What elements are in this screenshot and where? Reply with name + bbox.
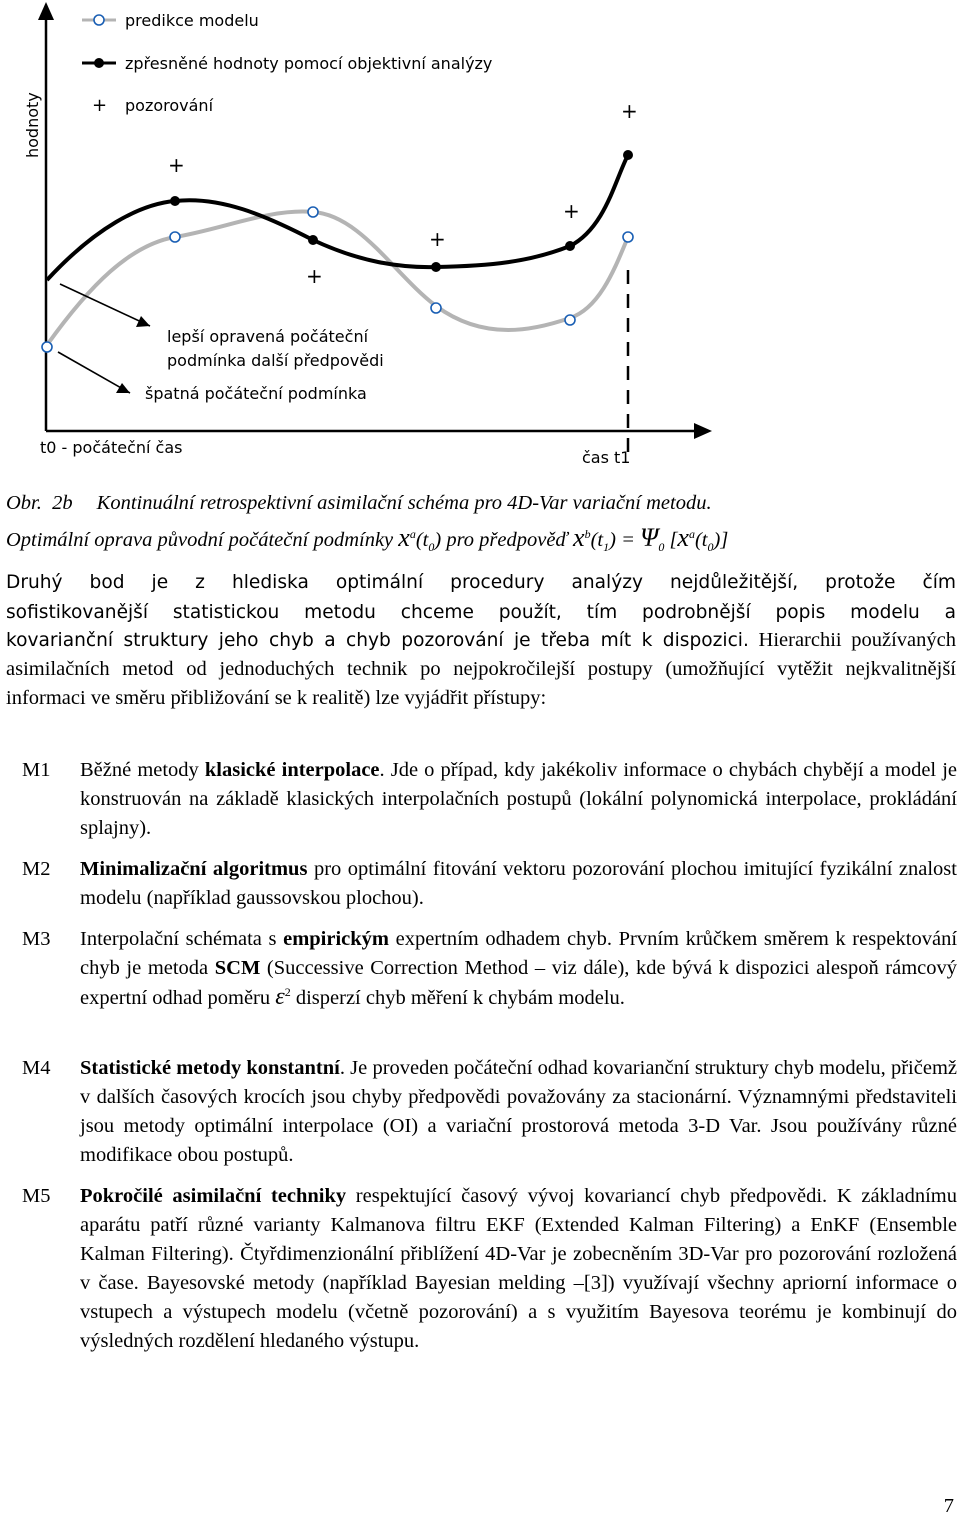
assimilation-diagram [0, 0, 720, 475]
better-condition-label-2: podmínka další předpovědi [167, 351, 384, 370]
figure-caption-line-1 [6, 488, 956, 518]
better-condition-label-1: lepší opravená počáteční [167, 327, 369, 346]
method-text-pre: Interpolační schémata s [80, 928, 284, 950]
model-marker [623, 232, 633, 242]
body-paragraph-continued [6, 626, 956, 713]
caption-sub-0-2: 0 [707, 540, 714, 555]
refined-marker [170, 196, 180, 206]
bad-condition-label: špatná počáteční podmínka [145, 384, 367, 403]
body-paragraph-sans [6, 568, 956, 627]
method-item-m5 [22, 1182, 957, 1356]
observation-marker: + [429, 227, 446, 251]
caption-psi: Ψ [640, 523, 659, 552]
better-condition-arrowhead [136, 316, 150, 327]
caption-x-2: x [573, 523, 585, 552]
t0-label: t0 - počáteční čas [40, 438, 183, 457]
model-marker [42, 342, 52, 352]
body-line-2: sofistikovanější statistickou metodu chceme použít, tím podrobnější popis modelu a [6, 601, 956, 623]
caption-x-3: x [677, 523, 689, 552]
method-bold-scm: SCM [214, 957, 261, 979]
method-item-m1 [22, 756, 957, 843]
caption-sup-a-2: a [688, 527, 695, 542]
method-text-pre: Běžné metody [80, 759, 205, 781]
method-item-m2 [22, 855, 957, 913]
observation-marker: + [563, 199, 580, 223]
observation-marker: + [621, 99, 638, 123]
method-item-m3 [22, 925, 957, 1013]
model-marker [565, 315, 575, 325]
refined-marker [623, 150, 633, 160]
caption-close-2: ) [609, 529, 616, 551]
caption-x: x [398, 523, 410, 552]
caption-bracket-open: [ [669, 529, 678, 551]
caption-obr: Obr. [6, 492, 42, 514]
method-bold: Pokročilé asimilační techniky [80, 1185, 347, 1207]
model-marker [431, 303, 441, 313]
observation-markers [168, 99, 638, 288]
body-line-3: kovarianční struktury jeho chyb a chyb pozorování je třeba mít k dispozici. [6, 630, 749, 651]
legend-model-marker [94, 15, 104, 25]
bad-condition-arrowhead [116, 383, 130, 393]
method-epsilon-sup: 2 [284, 985, 291, 1000]
method-bold: klasické interpolace [204, 759, 380, 781]
legend-obs-marker: + [92, 95, 108, 116]
refined-marker [565, 241, 575, 251]
y-axis-arrow [38, 2, 54, 20]
caption-bracket-close: )] [713, 529, 729, 551]
method-label: M3 [22, 928, 51, 950]
t1-label: čas t1 [582, 448, 631, 467]
method-epsilon: ε [275, 984, 285, 1010]
caption-sup-b: b [584, 527, 591, 542]
method-text-mid: expertním odhadem chyb. Prvním krůčkem směrem k respektování chyb je metoda [80, 928, 958, 979]
method-text: . Jde o případ, kdy jakékoliv informace o chybách chybějí a model je konstruován na základě klasických interpolačních postupů (lokální polynomická interpolace, prokládání splajny). [80, 759, 958, 839]
caption-t: (t [415, 529, 429, 551]
method-text: (Successive Correction Method – viz dále), kde bývá k dispozici alespoň rámcový expertní odhad poměru [80, 957, 958, 1009]
model-marker [308, 207, 318, 217]
bad-condition-arrow [58, 352, 130, 393]
page-number: 7 [943, 1495, 954, 1517]
x-axis-arrow [694, 423, 712, 439]
method-text: respektující časový vývoj kovariancí chyb předpovědi. K základnímu aparátu patří různé varianty Kalmanova filtru EKF (Extended Kalman Filtering) a EnKF (Ensemble Kalman Filtering). Čtyřdimenzionální přiblížení 4D-Var je zobecněním 3D-Var pro pozorování rozložená v čase. Bayesovské metody (například Bayesian melding –[3]) využívají všechny apriorní informace o vstupech a výstupech modelu (včetně pozorování) a s využitím Bayesova teorému je kombinují do výsledných rozdělení hledaného výstupu. [80, 1185, 957, 1352]
caption-sub-psi: 0 [658, 540, 665, 555]
method-item-m4 [22, 1054, 957, 1170]
method-bold: Statistické metody konstantní [80, 1057, 340, 1079]
method-label: M4 [22, 1057, 51, 1079]
method-text-2: disperzí chyb měření k chybám modelu. [290, 987, 625, 1009]
method-bold: Minimalizační algoritmus [80, 858, 308, 880]
y-axis-label: hodnoty [23, 92, 42, 158]
method-text: pro optimální fitování vektoru pozorování plochou imitující fyzikální znalost modelu (například gaussovskou plochou). [80, 858, 957, 909]
method-text: . Je proveden počáteční odhad kovarianční struktury chyb modelu, přičemž v dalších časových krocích jsou chyby předpovědi považovány za stacionární. Významnými představiteli jsou metody optimální interpolace (OI) a variační prostorová metoda 3-D Var. Jsou používány různé modifikace obou postupů. [80, 1057, 957, 1166]
method-label: M1 [22, 759, 51, 781]
caption-t-3: (t [694, 529, 708, 551]
caption-sub-1: 1 [603, 540, 610, 555]
method-label: M5 [22, 1185, 51, 1207]
legend-model-label: predikce modelu [125, 11, 259, 30]
observation-marker: + [168, 153, 185, 177]
caption-sup-a: a [409, 527, 416, 542]
legend-refined-marker [94, 58, 104, 68]
model-marker [170, 232, 180, 242]
refined-marker [431, 262, 441, 272]
caption-optimal: Optimální oprava původní počáteční podmínky [6, 529, 394, 551]
caption-mid: pro předpověď [446, 529, 568, 551]
better-condition-arrow [60, 284, 150, 326]
observation-marker: + [306, 264, 323, 288]
method-bold: empirickým [283, 928, 389, 950]
caption-title: Kontinuální retrospektivní asimilační schéma pro 4D-Var variační metodu. [96, 492, 712, 514]
body-line-3-serif: Hierarchii používaných asimilačních metod od jednoduchých technik po nejpokročilejší postupy (umožňující vytěžit nejkvalitnější informaci ve směru přibližování se k realitě) lze vyjádřit přístupy: [6, 629, 957, 709]
caption-equals: = [621, 529, 635, 551]
legend-refined-label: zpřesněné hodnoty pomocí objektivní analýzy [125, 54, 493, 73]
caption-number: 2b [52, 492, 73, 514]
refined-marker [308, 235, 318, 245]
body-line-1: Druhý bod je z hlediska optimální procedury analýzy nejdůležitější, protože čím [6, 572, 956, 593]
caption-sub-0: 0 [428, 540, 435, 555]
caption-close: ) [434, 529, 442, 551]
method-label: M2 [22, 858, 51, 880]
legend-obs-label: pozorování [125, 96, 214, 115]
model-prediction-curve [47, 212, 628, 345]
caption-t-2: (t [590, 529, 604, 551]
figure-caption-line-2 [6, 523, 956, 555]
